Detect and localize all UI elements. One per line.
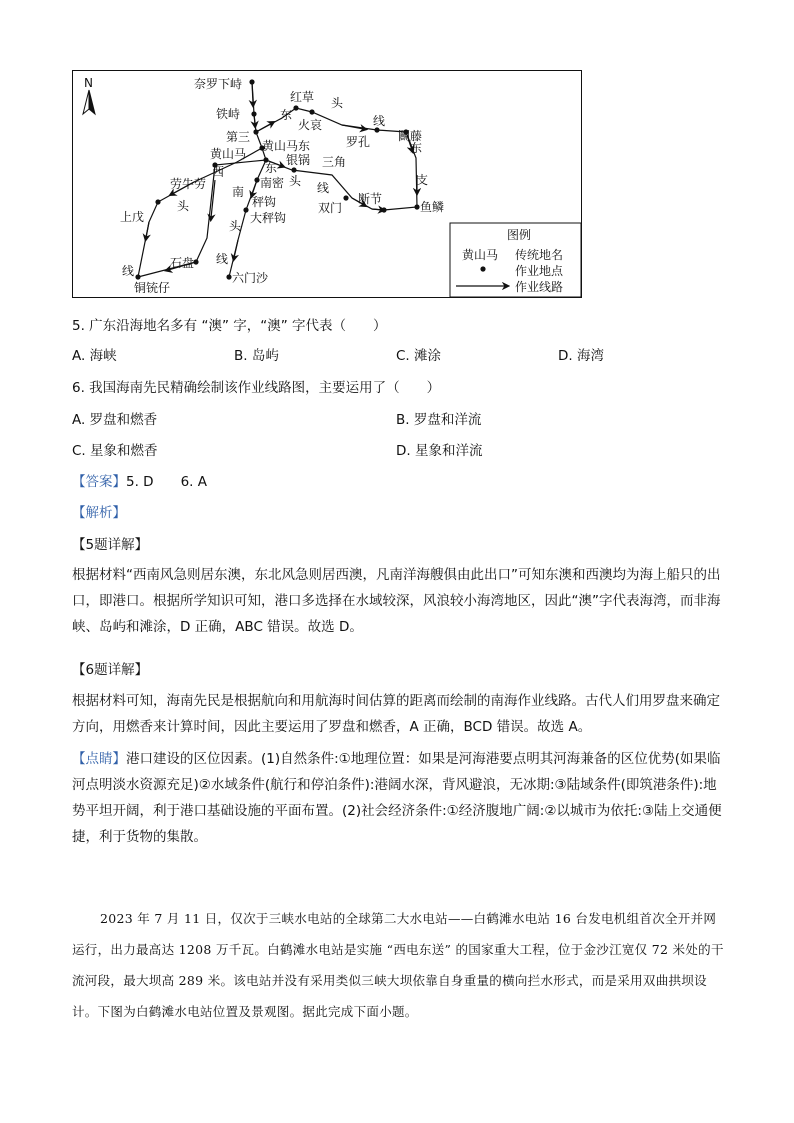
route-label-xian-4: 线	[216, 252, 229, 266]
q6-option-d: D. 星象和洋流	[396, 443, 483, 459]
route-label-dong-3: 东	[265, 161, 278, 175]
answer-line	[72, 472, 207, 492]
route-label-xi: 西	[212, 165, 225, 179]
place-guanteng: 鬭藤	[398, 129, 423, 143]
q6-stem: 6. 我国海南先民精确绘制该作业线路图，主要运用了（ ）	[72, 380, 441, 396]
place-tieqi: 铁峙	[216, 107, 241, 121]
place-nailuoxiaqi: 奈罗下峙	[194, 77, 243, 91]
route-label-zhi: 支	[416, 173, 429, 187]
legend-point-desc: 作业地点	[515, 264, 564, 278]
q6-option-b: B. 罗盘和洋流	[396, 412, 482, 428]
detail6-body: 根据材料可知，海南先民是根据航向和用航海时间估算的距离而绘制的南海作业线路。古代人们用罗盘来确定方向，用燃香来计算时间，因此主要运用了罗盘和燃香，A 正确，BCD 错误。故选 A。	[72, 693, 720, 735]
place-luokong: 罗孔	[346, 135, 371, 149]
place-yinguo: 银锅	[286, 153, 311, 167]
route-label-dong-2: 东	[410, 141, 423, 155]
route-map-svg	[72, 70, 582, 298]
q5-option-a: A. 海峡	[72, 348, 117, 364]
route-label-tou-1: 头	[331, 96, 344, 110]
place-shangwu: 上戊	[120, 210, 145, 224]
place-shipan: 石盘	[170, 256, 195, 270]
detail6-title: 【6题详解】	[72, 662, 149, 678]
place-pinggou: 秤钩	[252, 195, 277, 209]
route-label-tou-2: 头	[289, 174, 302, 188]
q5-option-d: D. 海湾	[558, 348, 604, 364]
q5-stem: 5. 广东沿海地名多有 “澳” 字，“澳” 字代表（ ）	[72, 318, 387, 334]
q6-option-a: A. 罗盘和燃香	[72, 412, 158, 428]
legend	[450, 223, 581, 297]
passage-text: 2023 年 7 月 11 日，仅次于三峡水电站的全球第二大水电站——白鹤滩水电站 16 台发电机组首次全开并网运行，出力最高达 1208 万千瓦。白鹤滩水电站是实施 “西电东送” 的国家重大工程，位于金沙江宽仅 72 米处的干流河段，最大坝高 289 米。该电站并没有采用类似三峡大坝依靠自身重量的横向拦水形式，而是采用双曲拱坝设计。下图为白鹤滩水电站位置及景观图。据此完成下面小题。	[72, 911, 724, 1019]
place-huangshanmadong: 黄山马东	[262, 139, 311, 153]
route-label-xian-2: 线	[317, 181, 330, 195]
q6-option-c: C. 星象和燃香	[72, 443, 158, 459]
place-disan: 第三	[226, 130, 251, 144]
place-huangshanma: 黄山马	[210, 147, 247, 161]
place-tongxianzai: 铜铳仔	[134, 281, 171, 295]
route-label-xian-3: 线	[122, 264, 135, 278]
place-nanmi: 南密	[260, 176, 285, 190]
north-label: N	[84, 76, 93, 90]
tip-block	[72, 746, 724, 850]
place-yulin: 鱼鳞	[420, 200, 445, 214]
place-dapinggou: 大秤钩	[250, 211, 287, 225]
route-label-tou-3: 头	[177, 199, 190, 213]
place-laoniulao: 劳牛劳	[170, 177, 207, 191]
place-duanjie: 断节	[358, 192, 383, 206]
place-sanjiao: 三角	[322, 155, 347, 169]
detail5-title: 【5题详解】	[72, 537, 149, 553]
place-huoai: 火哀	[298, 118, 323, 132]
place-liumensha: 六门沙	[232, 271, 269, 285]
legend-line-desc: 作业线路	[515, 280, 564, 294]
legend-point-icon	[480, 266, 485, 271]
analysis-tag: 【解析】	[72, 505, 126, 521]
q5-option-b: B. 岛屿	[234, 348, 279, 364]
tip-tag: 【点睛】	[72, 751, 126, 767]
route-label-xian-1: 线	[373, 114, 386, 128]
detail5-body: 根据材料“西南风急则居东澳，东北风急则居西澳，凡南洋海艘俱由此出口”可知东澳和西澳均为海上船只的出口，即港口。根据所学知识可知，港口多选择在水域较深，风浪较小海湾地区，因此“澳”字代表海湾，而非海峡、岛屿和滩涂，D 正确，ABC 错误。故选 D。	[72, 567, 721, 635]
legend-name-desc: 传统地名	[515, 248, 564, 262]
legend-title: 图例	[507, 228, 532, 242]
route-map	[72, 70, 582, 298]
legend-sample-name: 黄山马	[462, 248, 499, 262]
route-label-nan: 南	[232, 185, 245, 199]
answer-text: 5. D 6. A	[126, 474, 207, 490]
route-label-tou-4: 头	[229, 219, 242, 233]
tip-body: 港口建设的区位因素。(1)自然条件:①地理位置：如果是河海港要点明其河海兼备的区位优势(如果临河点明淡水资源充足)②水域条件(航行和停泊条件):港阔水深，背风避浪，无冰期:③陆域条件(即筑港条件):地势平坦开阔，利于港口基础设施的平面布置。(2)社会经济条件:①经济腹地广阔:②以城市为依托:③陆上交通便捷，利于货物的集散。	[72, 751, 722, 845]
place-hongcao: 红草	[290, 90, 315, 104]
route-label-dong-1: 东	[280, 108, 293, 122]
q5-option-c: C. 滩涂	[396, 348, 442, 364]
place-shuangmen: 双门	[318, 201, 343, 215]
answer-tag: 【答案】	[72, 474, 126, 490]
